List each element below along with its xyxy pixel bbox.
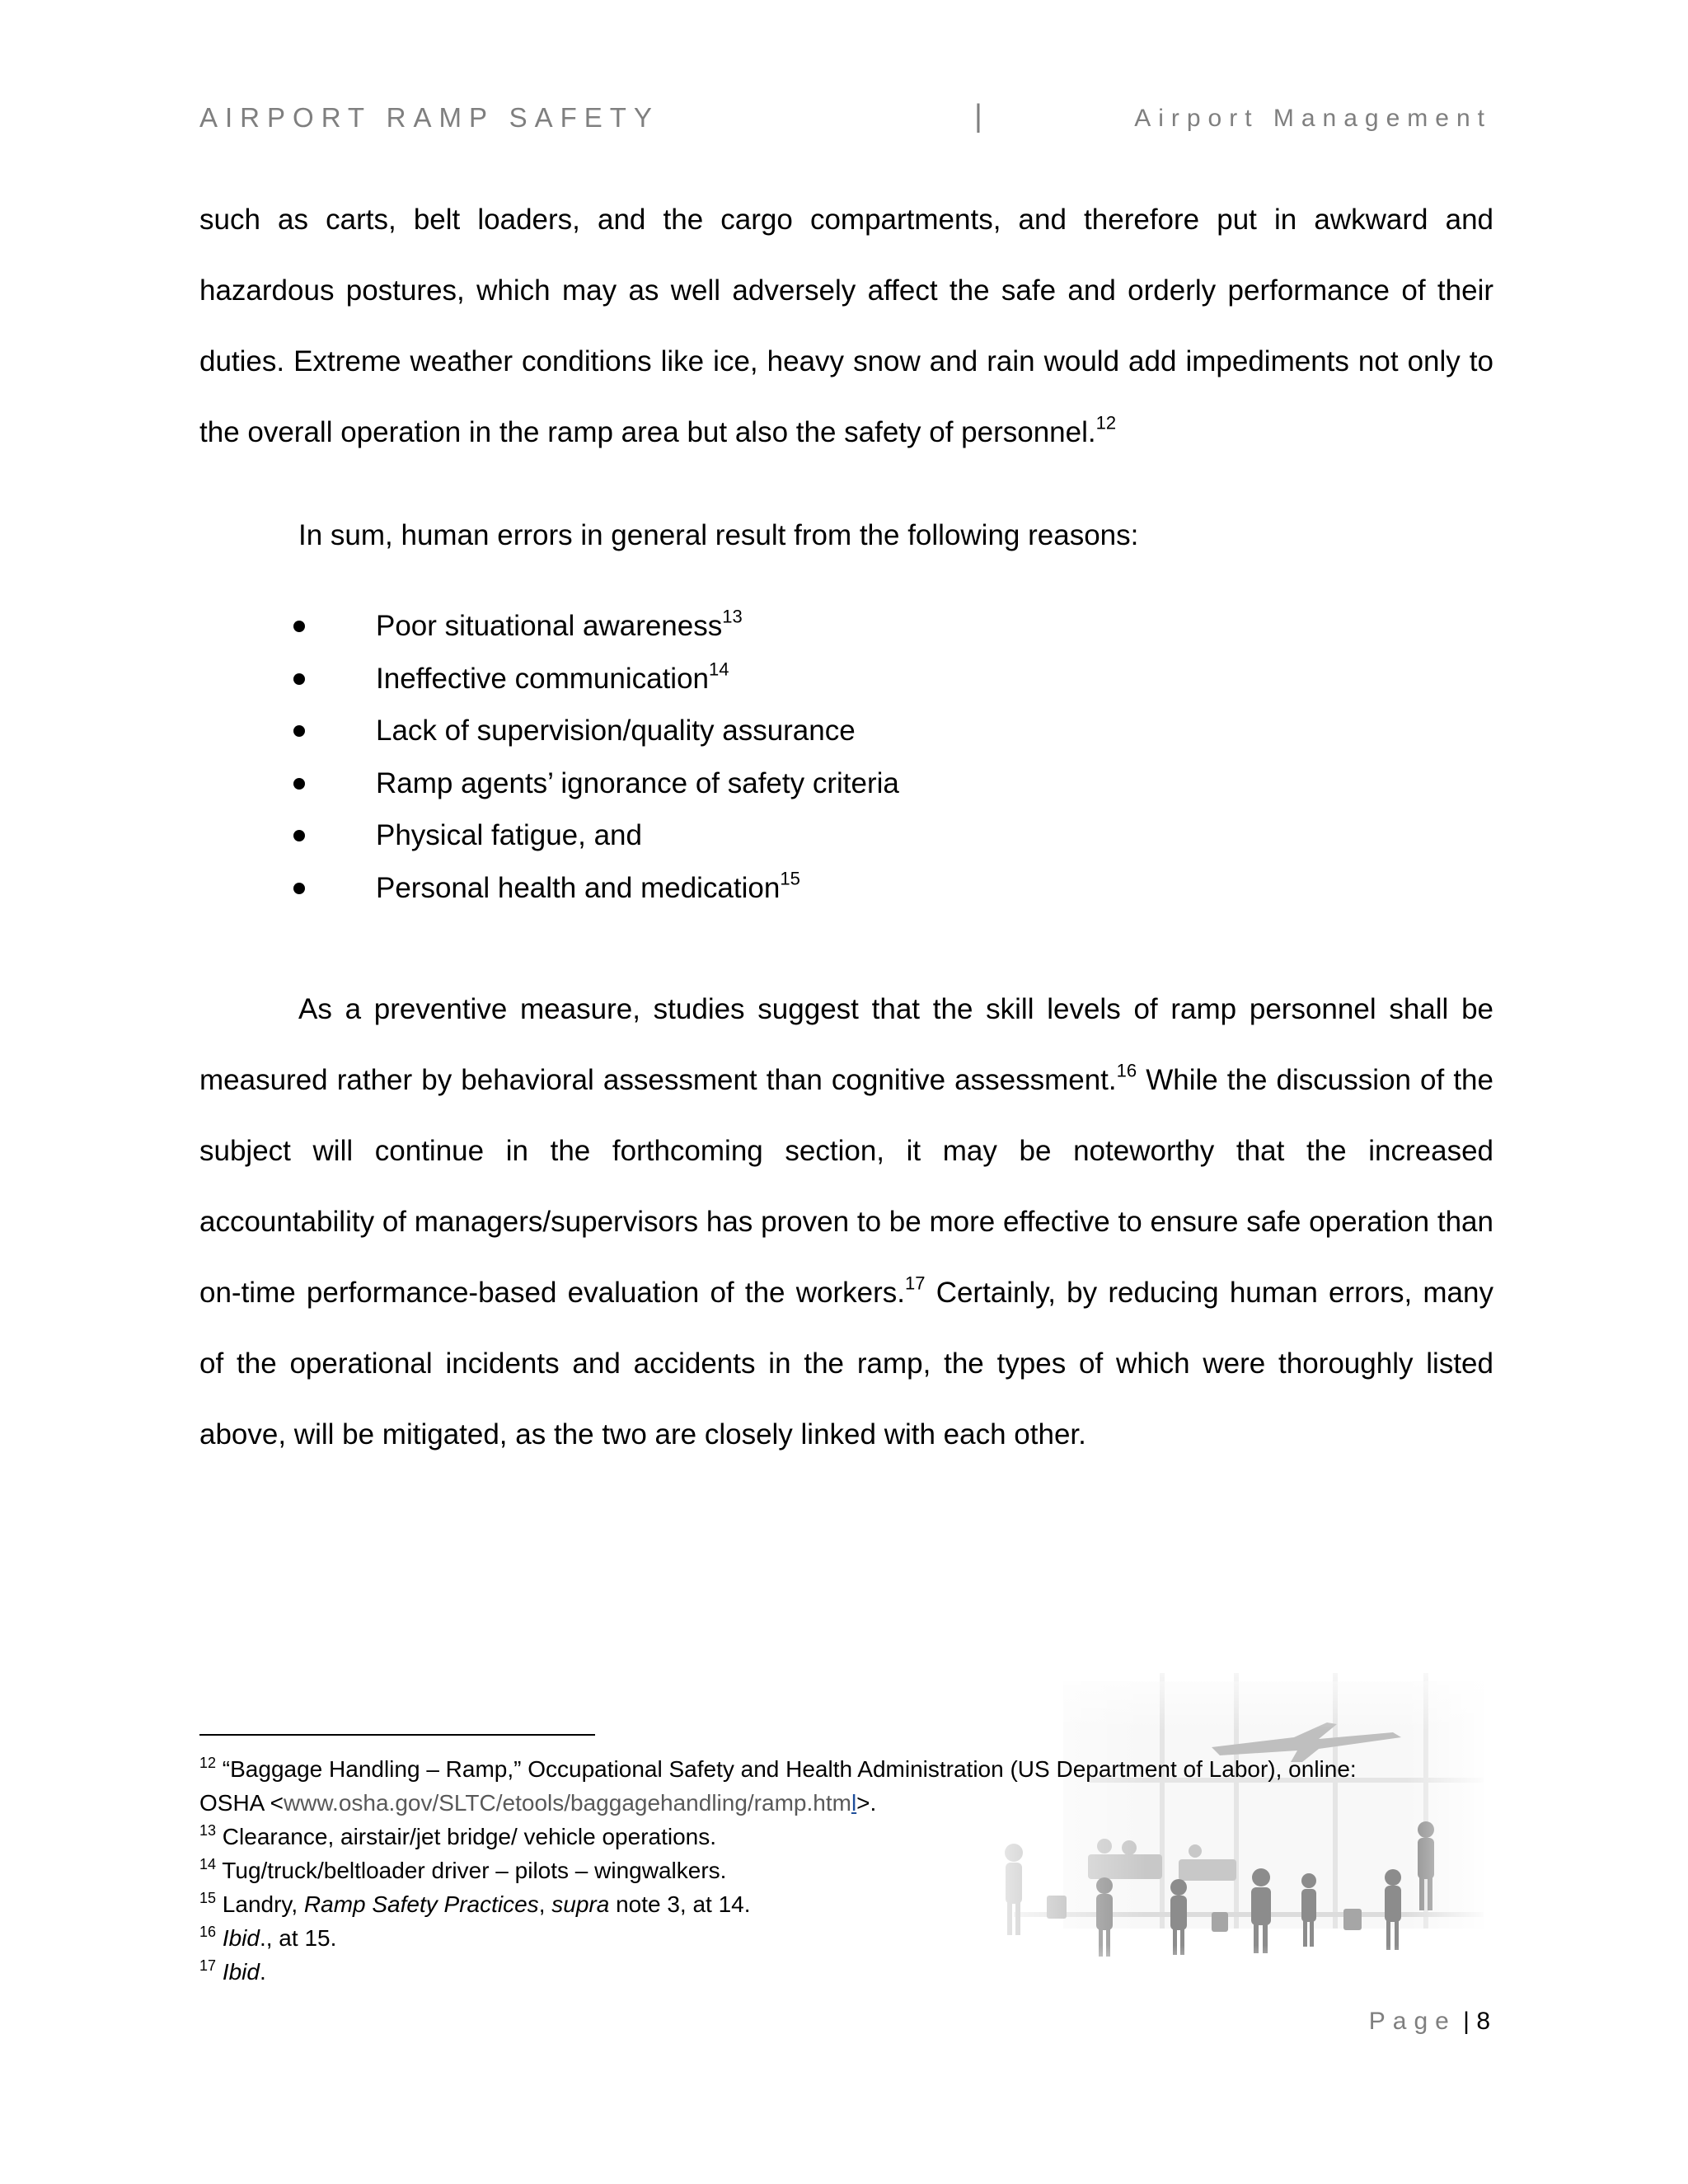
list-intro: In sum, human errors in general result from the following reasons:: [298, 519, 1139, 551]
footnote-ref-13[interactable]: 13: [722, 606, 743, 627]
page-separator: |: [1463, 2008, 1470, 2035]
footnote-number: 17: [199, 1957, 217, 1975]
footnote-text: ., at 15.: [259, 1925, 337, 1951]
page-number: [1369, 2008, 1490, 2036]
footnote-italic-term: Ibid: [222, 1925, 260, 1951]
footnotes: [199, 1752, 1502, 1989]
header-separator: |: [974, 99, 982, 134]
footnote-text: ,: [538, 1891, 552, 1917]
bullet-icon: [293, 830, 305, 841]
footnote-link-end[interactable]: l: [851, 1790, 857, 1816]
list-item-text: Ramp agents’ ignorance of safety criteria: [376, 766, 899, 799]
footnote-text: “Baggage Handling – Ramp,” Occupational Safety and Health Administration (US Department of Labor), online:: [216, 1756, 1357, 1782]
footnote-12: [199, 1752, 1502, 1786]
page-header: [199, 99, 1492, 138]
footnote-italic-term: Ibid: [222, 1959, 260, 1985]
body-paragraph-1: [199, 185, 1493, 468]
footnote-text: >.: [856, 1790, 877, 1816]
paragraph-text: As a preventive measure, studies suggest that the skill levels of ramp personnel shall be measured rather by behavioral assessment than cognitive assessment.: [199, 993, 1493, 1096]
footnote-ref-17[interactable]: 17: [904, 1272, 926, 1294]
list-item-text: Poor situational awareness: [376, 610, 723, 642]
footnote-ref-12[interactable]: 12: [1095, 412, 1117, 434]
footnote-number: 15: [199, 1890, 217, 1907]
bullet-icon: [293, 621, 305, 632]
footnote-ref-16[interactable]: 16: [1116, 1060, 1137, 1081]
footnote-14: [199, 1854, 1502, 1887]
header-section: Airport Management: [1134, 105, 1492, 132]
footnote-text: Tug/truck/beltloader driver – pilots – wingwalkers.: [216, 1858, 727, 1883]
footnote-number: 14: [199, 1856, 217, 1873]
footnote-number: 12: [199, 1755, 217, 1772]
footnote-ref-14[interactable]: 14: [709, 658, 729, 680]
bullet-icon: [293, 673, 305, 685]
list-item-text: Ineffective communication: [376, 662, 710, 695]
footnote-number: 16: [199, 1924, 217, 1941]
list-item-text: Lack of supervision/quality assurance: [376, 715, 856, 747]
body-paragraph-2: [199, 974, 1493, 1470]
paragraph-text: such as carts, belt loaders, and the cargo compartments, and therefore put in awkward and hazardous postures, which may as well adversely affect the safe and orderly performance of their duties. Extreme weather conditions like ice, heavy snow and rain would add impediments not only to the overall operation in the ramp area but also the safety of personnel.: [199, 204, 1493, 448]
footnote-13: [199, 1820, 1502, 1854]
bullet-icon: [293, 725, 305, 737]
footnote-italic-title: Ramp Safety Practices: [303, 1891, 539, 1917]
footnote-15: [199, 1887, 1502, 1921]
footnote-link[interactable]: www.osha.gov/SLTC/etools/baggagehandling/ramp.htm: [283, 1790, 851, 1816]
footnote-text: .: [259, 1959, 266, 1985]
footnote-text: Clearance, airstair/jet bridge/ vehicle operations.: [216, 1824, 717, 1849]
footnote-text: Landry,: [216, 1891, 304, 1917]
page-label: Page: [1368, 2008, 1456, 2035]
footnote-17: [199, 1955, 1502, 1989]
paragraph-text: Certainly, by reducing human errors, many of the operational incidents and accidents in the ramp, the types of which were thoroughly listed above, will be mitigated, as the two are closely linked with each other.: [199, 1277, 1493, 1451]
footnote-text: note 3, at 14.: [609, 1891, 751, 1917]
footnote-16: [199, 1921, 1502, 1955]
header-title: AIRPORT RAMP SAFETY: [199, 102, 659, 133]
footnote-text: OSHA <: [199, 1790, 284, 1816]
footnote-separator: [199, 1734, 595, 1736]
bullet-icon: [293, 883, 305, 894]
footnote-number: 13: [199, 1822, 217, 1840]
list-item-text: Physical fatigue, and: [376, 819, 642, 851]
bullet-icon: [293, 778, 305, 790]
page-number-value: 8: [1476, 2008, 1490, 2035]
footnote-12-continued: [199, 1786, 1502, 1820]
list-item-text: Personal health and medication: [376, 871, 781, 904]
footnote-ref-15[interactable]: 15: [780, 868, 800, 889]
footnote-italic-term: supra: [551, 1891, 610, 1917]
paragraph-text: While the discussion of the subject will continue in the forthcoming section, it may be noteworthy that the increased accountability of managers/supervisors has proven to be more effective to ensure safe operation than on-time performance-based evaluation of the workers.: [199, 1064, 1493, 1309]
